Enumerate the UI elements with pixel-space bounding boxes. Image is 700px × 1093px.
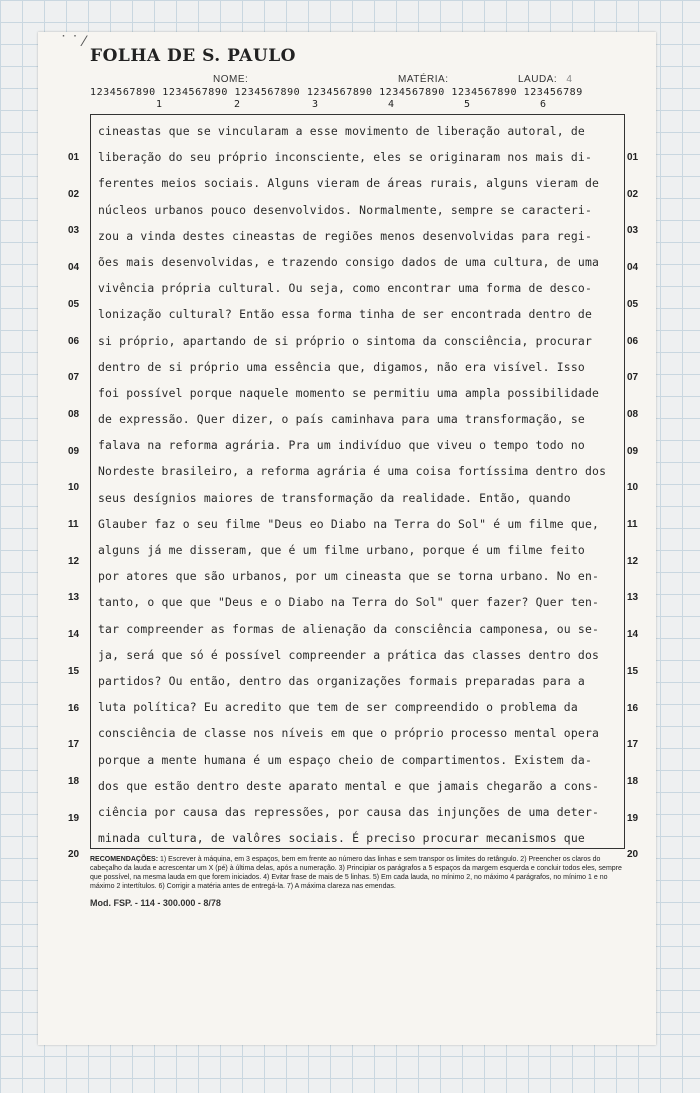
ruler-mark: 4 — [388, 99, 395, 110]
typed-line: minada cultura, de valôres sociais. É preciso procurar mecanismos que — [98, 831, 585, 846]
typed-line: vivência própria cultural. Ou seja, como encontrar uma forma de desco- — [98, 281, 593, 296]
line-number: 17 — [68, 739, 80, 751]
line-number: 07 — [68, 372, 80, 384]
line-number: 12 — [627, 555, 639, 567]
line-number: 14 — [68, 629, 80, 641]
lauda-label — [518, 74, 572, 85]
line-number: 12 — [68, 555, 80, 567]
typed-line: falava na reforma agrária. Pra um indivíduo que viveu o tempo todo no — [98, 438, 585, 453]
typed-line: lonização cultural? Então essa forma tinha de ser encontrada dentro de — [98, 307, 593, 322]
typed-line: zou a vinda destes cineastas de regiões menos desenvolvidas para regi- — [98, 228, 593, 243]
typed-line: seus desígnios maiores de transformação da realidade. Então, quando — [98, 490, 571, 505]
typed-line: ões mais desenvolvidas, e trazendo consigo dados de uma cultura, de uma — [98, 254, 600, 269]
line-number: 14 — [627, 629, 639, 641]
line-number: 08 — [68, 408, 80, 420]
line-number: 01 — [68, 152, 80, 163]
lauda-label-text: LAUDA: — [518, 74, 558, 85]
typed-line: alguns já me disseram, que é um filme urbano, porque é um filme feito — [98, 543, 585, 557]
lauda-value: 4 — [566, 74, 573, 85]
ruler-mark: 3 — [312, 99, 319, 110]
line-number: 13 — [627, 592, 639, 604]
line-number: 16 — [627, 702, 639, 714]
typed-line: si próprio, apartando de si próprio o sintoma da consciência, procurar — [98, 333, 593, 348]
line-number: 02 — [627, 188, 639, 200]
line-number: 19 — [68, 812, 80, 824]
line-number: 09 — [627, 445, 639, 457]
line-number: 10 — [68, 482, 80, 494]
line-number: 18 — [68, 775, 80, 787]
typed-line: luta política? Eu acredito que tem de ser compreendido o problema da — [98, 700, 578, 715]
line-number: 20 — [627, 849, 639, 861]
form-code: Mod. FSP. - 114 - 300.000 - 8/78 — [90, 898, 221, 908]
typed-line: de expressão. Quer dizer, o país caminhava para uma transformação, se — [98, 412, 585, 427]
masthead: FOLHA DE S. PAULO — [90, 46, 296, 66]
ruler-mark: 5 — [464, 99, 471, 110]
line-number: 08 — [627, 408, 639, 420]
corner-marks: ˙ ˙ ⁄ — [60, 34, 86, 50]
recommendations-title: RECOMENDAÇÕES: — [90, 856, 159, 863]
typed-line: porque a mente humana é um espaço cheio de compartimentos. Existem da- — [98, 752, 593, 767]
line-number: 16 — [68, 702, 80, 714]
line-number: 20 — [68, 849, 80, 861]
typed-line: cineastas que se vincularam a esse movimento de liberação autoral, de — [98, 124, 585, 138]
line-number: 11 — [627, 519, 638, 530]
typed-line: núcleos urbanos pouco desenvolvidos. Normalmente, sempre se caracteri- — [98, 202, 593, 217]
typed-line: consciência de classe nos níveis em que o próprio processo mental opera — [98, 726, 600, 741]
line-number: 01 — [627, 152, 639, 163]
line-number: 13 — [68, 592, 80, 604]
typed-line: dentro de si próprio uma essência que, digamos, não era visível. Isso — [98, 359, 585, 374]
line-number: 02 — [68, 188, 80, 200]
line-number: 15 — [68, 665, 80, 677]
character-ruler: 1234567890 1234567890 1234567890 1234567890 1234567890 1234567890 123456789 — [90, 87, 583, 98]
line-number: 15 — [627, 665, 639, 677]
line-number: 17 — [627, 739, 639, 751]
line-number: 18 — [627, 775, 639, 787]
typed-line: partidos? Ou então, dentro das organizações formais preparadas para a — [98, 673, 585, 688]
typed-line: Glauber faz o seu filme "Deus eo Diabo na Terra do Sol" é um filme que, — [98, 516, 600, 531]
line-number: 07 — [627, 372, 639, 384]
line-number: 04 — [627, 262, 639, 274]
manuscript-sheet — [38, 32, 656, 1045]
line-number: 09 — [68, 445, 80, 457]
typed-text — [98, 118, 620, 851]
typed-line: por atores que são urbanos, por um cineasta que se torna urbano. No en- — [98, 569, 600, 584]
typed-line: liberação do seu próprio inconsciente, eles se originaram nos mais di- — [98, 150, 593, 165]
typed-line: tar compreender as formas de alienação da consciência camponesa, ou se- — [98, 621, 600, 636]
typed-line: ferentes meios sociais. Alguns vieram de áreas rurais, alguns vieram de — [98, 176, 600, 191]
line-number: 06 — [627, 335, 639, 347]
nome-label: NOME: — [213, 74, 249, 85]
line-number: 04 — [68, 262, 80, 274]
recommendations-text: 1) Escrever à máquina, em 3 espaços, bem em frente ao número das linhas e sem transpor os limites do retângulo. 2) Preencher os claros do cabeçalho da lauda e acrescentar um X (pé) à última delas, após a numeração. 3) Principiar os parágrafos a 5 espaços da margem esquerda e concluir todos eles, sempre que possível, na mesma lauda em que forem iniciados. 4) Evitar frase de mais de 5 linhas. 5) Em cada lauda, no mínimo 2, no máximo 4 parágrafos, no mínimo 1 e no máximo 2 intertítulos. 6) Corrigir a matéria antes de entregá-la. 7) A máxima clareza nas emendas. — [90, 856, 622, 890]
line-number: 03 — [68, 225, 80, 237]
typed-line: tanto, o que que "Deus e o Diabo na Terra do Sol" quer fazer? Quer ten- — [98, 595, 600, 610]
ruler-mark: 6 — [540, 99, 547, 110]
materia-label: MATÉRIA: — [398, 74, 449, 85]
ruler-mark: 2 — [234, 99, 241, 110]
line-number: 10 — [627, 482, 639, 494]
typed-line: dos que estão dentro deste aparato mental e que jamais chegarão a cons- — [98, 778, 600, 793]
line-number: 05 — [627, 298, 639, 310]
typed-line: ciência por causa das repressões, por causa das injunções de uma deter- — [98, 804, 600, 819]
line-number: 03 — [627, 225, 639, 237]
ruler-mark: 1 — [156, 99, 163, 110]
line-number: 05 — [68, 298, 80, 310]
typed-line: Nordeste brasileiro, a reforma agrária é uma coisa fortíssima dentro dos — [98, 464, 607, 479]
typed-line: ja, será que só é possível compreender a prática das classes dentro dos — [98, 647, 600, 662]
line-number: 11 — [68, 519, 79, 530]
line-number: 19 — [627, 812, 639, 824]
recommendations — [90, 855, 623, 891]
line-number: 06 — [68, 335, 80, 347]
typed-line: foi possível porque naquele momento se permitiu uma ampla possibilidade — [98, 385, 600, 400]
